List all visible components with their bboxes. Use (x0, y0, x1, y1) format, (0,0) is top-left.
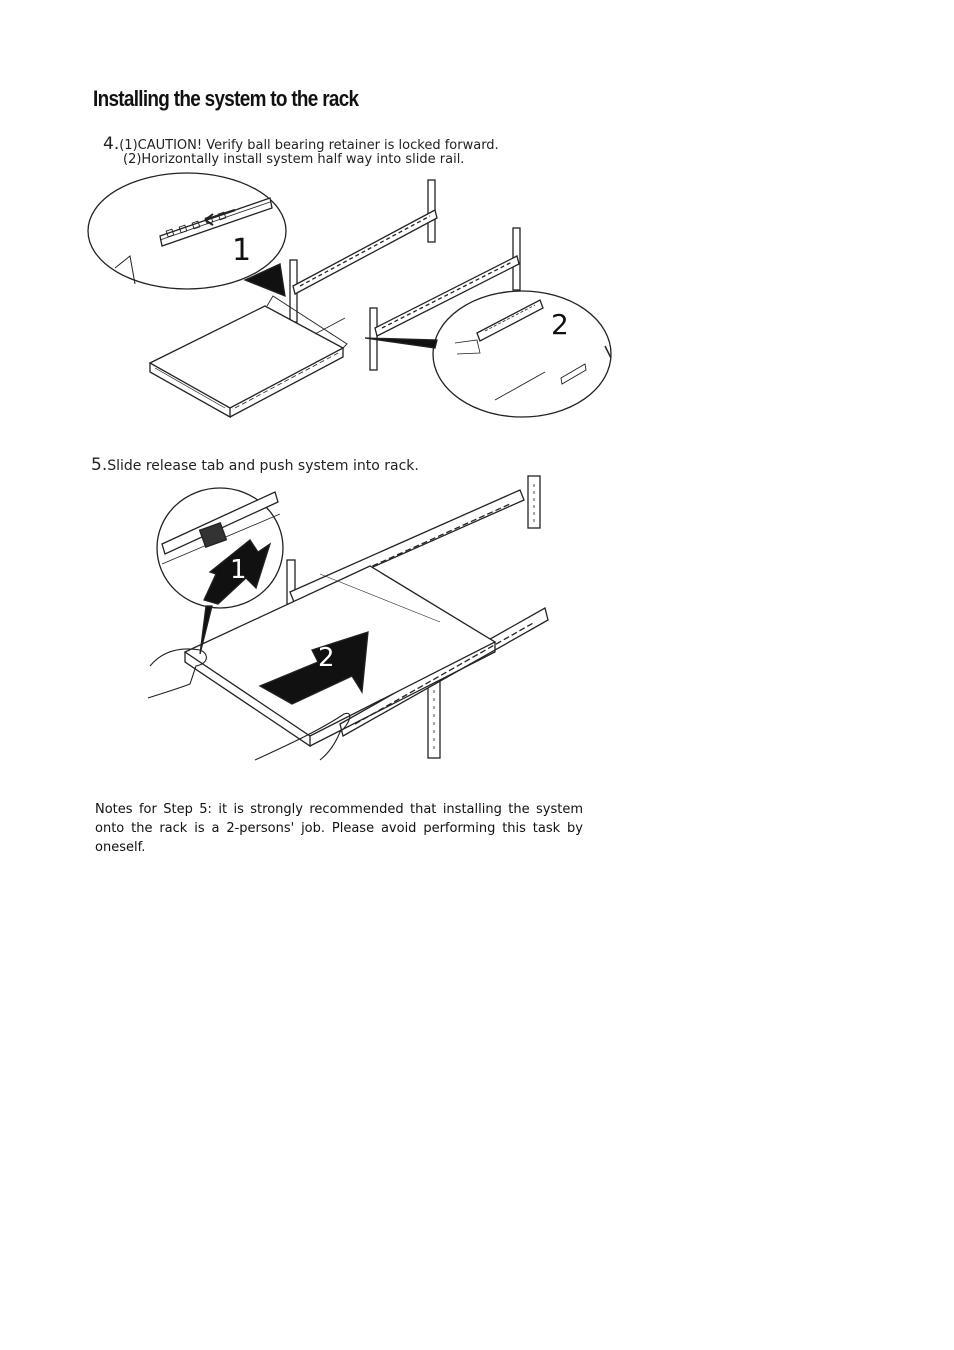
page-title: Installing the system to the rack (93, 86, 359, 111)
step5-caption (91, 455, 419, 475)
step4-line1: (1)CAUTION! Verify ball bearing retainer is locked forward. (119, 138, 499, 153)
step4-callout-2: 2 (551, 308, 569, 341)
step5-note: Notes for Step 5: it is strongly recommended that installing the system onto the rack is a 2-persons' job. Please avoid performing this task by oneself. (95, 802, 583, 855)
step5-number: 5. (91, 455, 108, 475)
step5-illustration (140, 474, 560, 764)
step4-caption-line1 (103, 134, 499, 154)
step5-callout-2: 2 (318, 643, 335, 673)
step4-illustration (85, 168, 620, 428)
step5-callout-1: 1 (230, 555, 247, 585)
step5-text: Slide release tab and push system into rack. (107, 458, 419, 474)
step4-callout-1: 1 (232, 233, 252, 268)
step4-number: 4. (103, 134, 120, 154)
step4-line2: (2)Horizontally install system half way into slide rail. (123, 152, 465, 167)
